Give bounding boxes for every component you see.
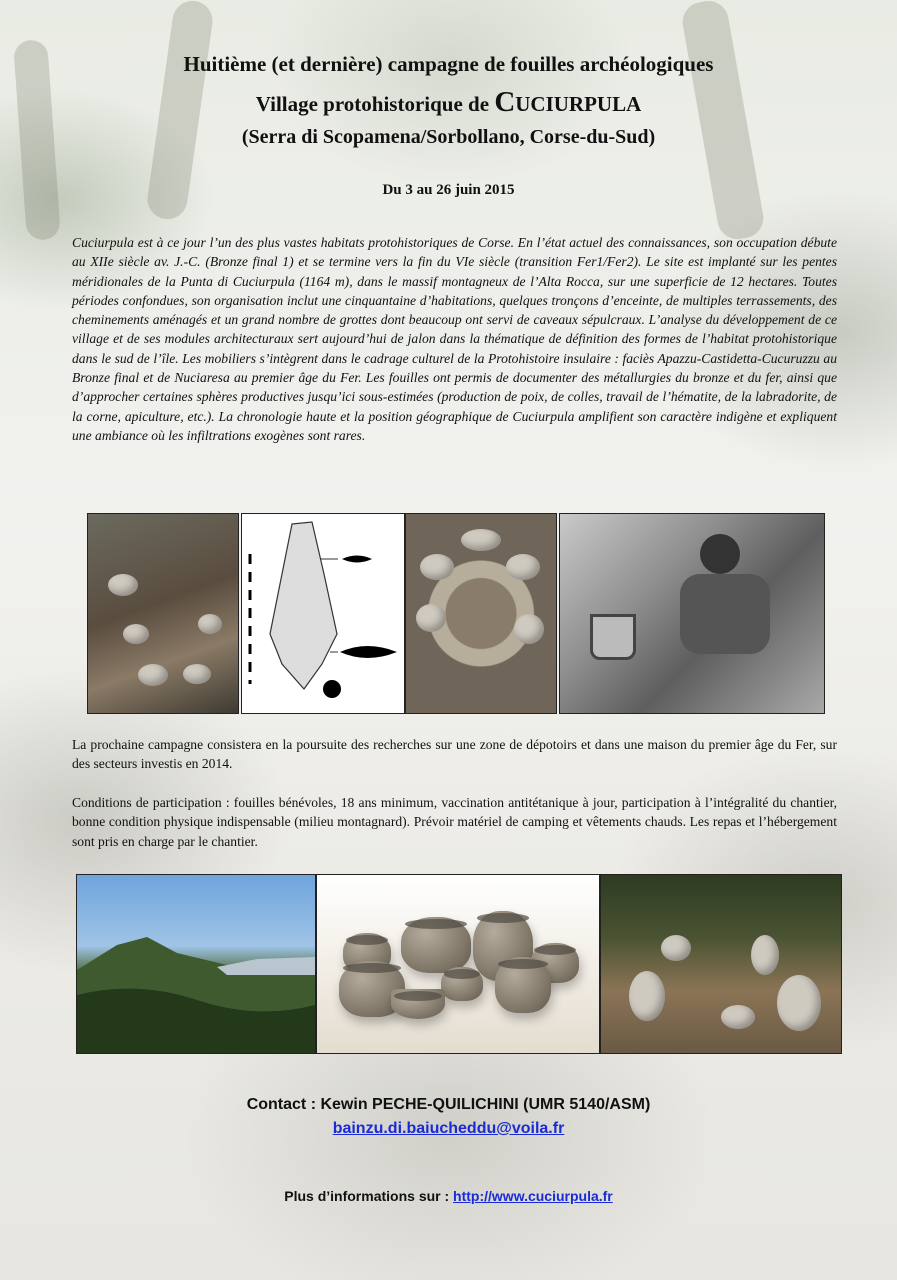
- more-info-label: Plus d’informations sur :: [284, 1188, 454, 1204]
- title-initial: C: [494, 86, 516, 118]
- intro-paragraph: Cuciurpula est à ce jour l’un des plus vastes habitats protohistoriques de Corse. En l’état actuel des connaissances, son occupation débute au XIIe siècle av. J.-C. (Bronze final 1) et se termine vers la fin du VIe siècle (transition Fer1/Fer2). Le site est implanté sur les pentes méridionales de la Punta di Cuciurpula (1164 m), dans le massif montagneux de l’Alta Rocca, sur une superficie de 12 hectares. Toutes périodes confondues, son organisation inclut une cinquantaine d’habitations, quelques tronçons d’enceinte, de multiples terrassements, des cheminements aménagés et un grand nombre de grottes dont beaucoup ont servi de caveaux sépulcraux. L’analyse du développement de ce village et de ses modules architecturaux sert aujourd’hui de jalon dans la thématique de définition des formes de l’habitat protohistorique dans le sud de l’île. Les mobiliers s’intègrent dans le cadrage culturel de la Protohistoire insulaire : faciès Apazzu-Castidetta-Cucuruzzu au Bronze final et de Nuciaresa au premier âge du Fer. Les fouilles ont permis de documenter des métallurgies du bronze et du fer, ainsi que d’approcher certaines sphères productives jusqu’ici sous-estimées (production de poix, de colles, travail de l’hématite, de la labradorite, de la corne, apiculture, etc.). La chronologie haute et la position géographique de Cuciurpula amplifient son caractère indigène et expliquent une ambiance où les infiltrations exogènes sont rares.: [72, 235, 837, 443]
- more-info-line: [0, 1188, 897, 1204]
- contact-line: Contact : Kewin PECHE-QUILICHINI (UMR 5140/ASM): [246, 1096, 651, 1113]
- blade-drawing-icon: [242, 514, 404, 713]
- next-campaign-paragraph: La prochaine campagne consistera en la poursuite des recherches sur une zone de dépotoirs et dans une maison du premier âge du Fer, sur des secteurs investis en 2014.: [72, 737, 837, 772]
- page-title-line2: [0, 86, 897, 119]
- title-prefix: Village protohistorique de: [255, 92, 495, 116]
- mountain-icon: [77, 875, 315, 1053]
- excavator-at-work-photo: [559, 513, 825, 714]
- website-link[interactable]: http://www.cuciurpula.fr: [453, 1188, 613, 1204]
- stone-hearth-photo: [405, 513, 557, 714]
- page-title-line1: Huitième (et dernière) campagne de fouilles archéologiques: [183, 52, 714, 76]
- background-tree-trunk: [680, 0, 767, 242]
- dig-site-stones-photo: [600, 874, 842, 1054]
- title-site-name: UCIURPULA: [515, 92, 642, 116]
- mountain-landscape-photo: [76, 874, 316, 1054]
- bronze-blade-drawing: [241, 513, 405, 714]
- campaign-dates: Du 3 au 26 juin 2015: [382, 182, 515, 198]
- contact-email-link[interactable]: bainzu.di.baiucheddu@voila.fr: [332, 1120, 565, 1137]
- ceramic-vessels-reconstruction: [316, 874, 600, 1054]
- excavation-photo: [87, 513, 239, 714]
- page-subtitle: (Serra di Scopamena/Sorbollano, Corse-du-Sud): [241, 126, 656, 148]
- conditions-paragraph: Conditions de participation : fouilles bénévoles, 18 ans minimum, vaccination antitétanique à jour, participation à l’intégralité du chantier, bonne condition physique indispensable (milieu montagnard). Prévoir matériel de camping et vêtements chauds. Les repas et l’hébergement sont pris en charge par le chantier.: [72, 795, 837, 849]
- contact-email-container: [0, 1120, 897, 1138]
